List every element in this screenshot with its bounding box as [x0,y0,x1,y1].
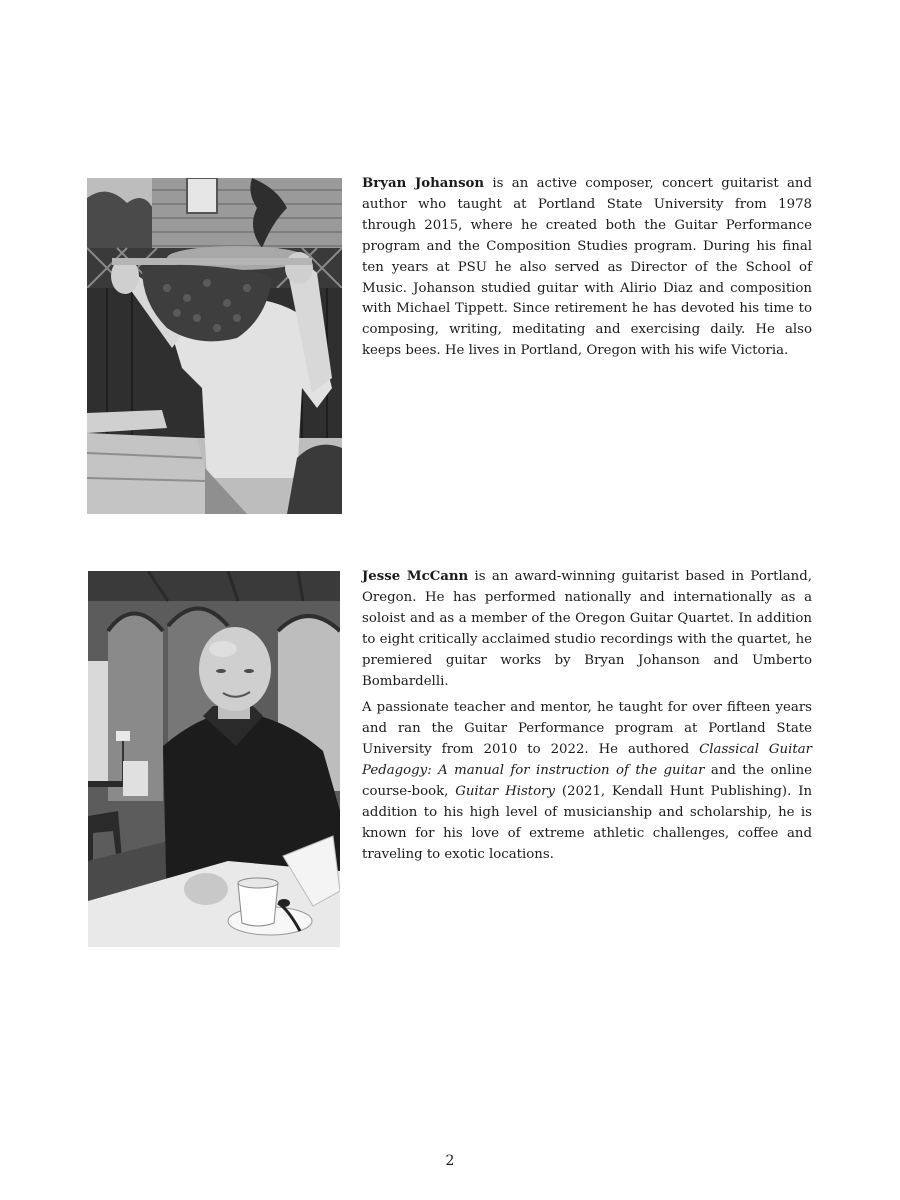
bio-text-mccann [362,567,812,872]
bio-name: Jesse McCann [362,569,469,584]
bio-text-johanson [362,174,812,368]
bio-body: and the online course-book, [362,763,813,800]
photo-beekeeper [87,178,342,514]
book-title: Classical Guitar Pedagogy: A manual for instruction of the guitar [362,742,812,779]
bio-name: Bryan Johanson [362,176,485,191]
bio-body: is an active composer, concert guitarist and author who taught at Portland State University from 1978 through 2015, where he created both the Guitar Performance program and the Composition Studies program. During his final ten years at PSU he also served as Director of the School of Music. Johanson studied guitar with Alirio Diaz and composition with Michael Tippett. Since retirement he has devoted his time to composing, writing, meditating and exercising daily. He also keeps bees. He lives in Portland, Oregon with his wife Victoria. [362,176,812,359]
page-number: 2 [445,1153,455,1169]
bio-body: (2021, Kendall Hunt Publishing). In addition to his high level of musicianship and scholarship, he is known for his love of extreme athletic challenges, coffee and traveling to exotic locations. [362,784,813,862]
bio-paragraph-2 [362,698,812,865]
bio-body: is an award-winning guitarist based in Portland, Oregon. He has performed nationally and internationally as a soloist and as a member of the Oregon Guitar Quartet. In addition to eight critically acclaimed studio recordings with the quartet, he premiered guitar works by Bryan Johanson and Umberto Bombardelli. [362,569,812,689]
book-title: Guitar History [455,784,556,800]
bio-body: A passionate teacher and mentor, he taught for over fifteen years and ran the Guitar Performance program at Portland State University from 2010 to 2022. He authored [362,700,812,758]
bio-paragraph [362,174,812,362]
bio-paragraph-1 [362,567,812,692]
photo-cafe-portrait [88,571,340,947]
